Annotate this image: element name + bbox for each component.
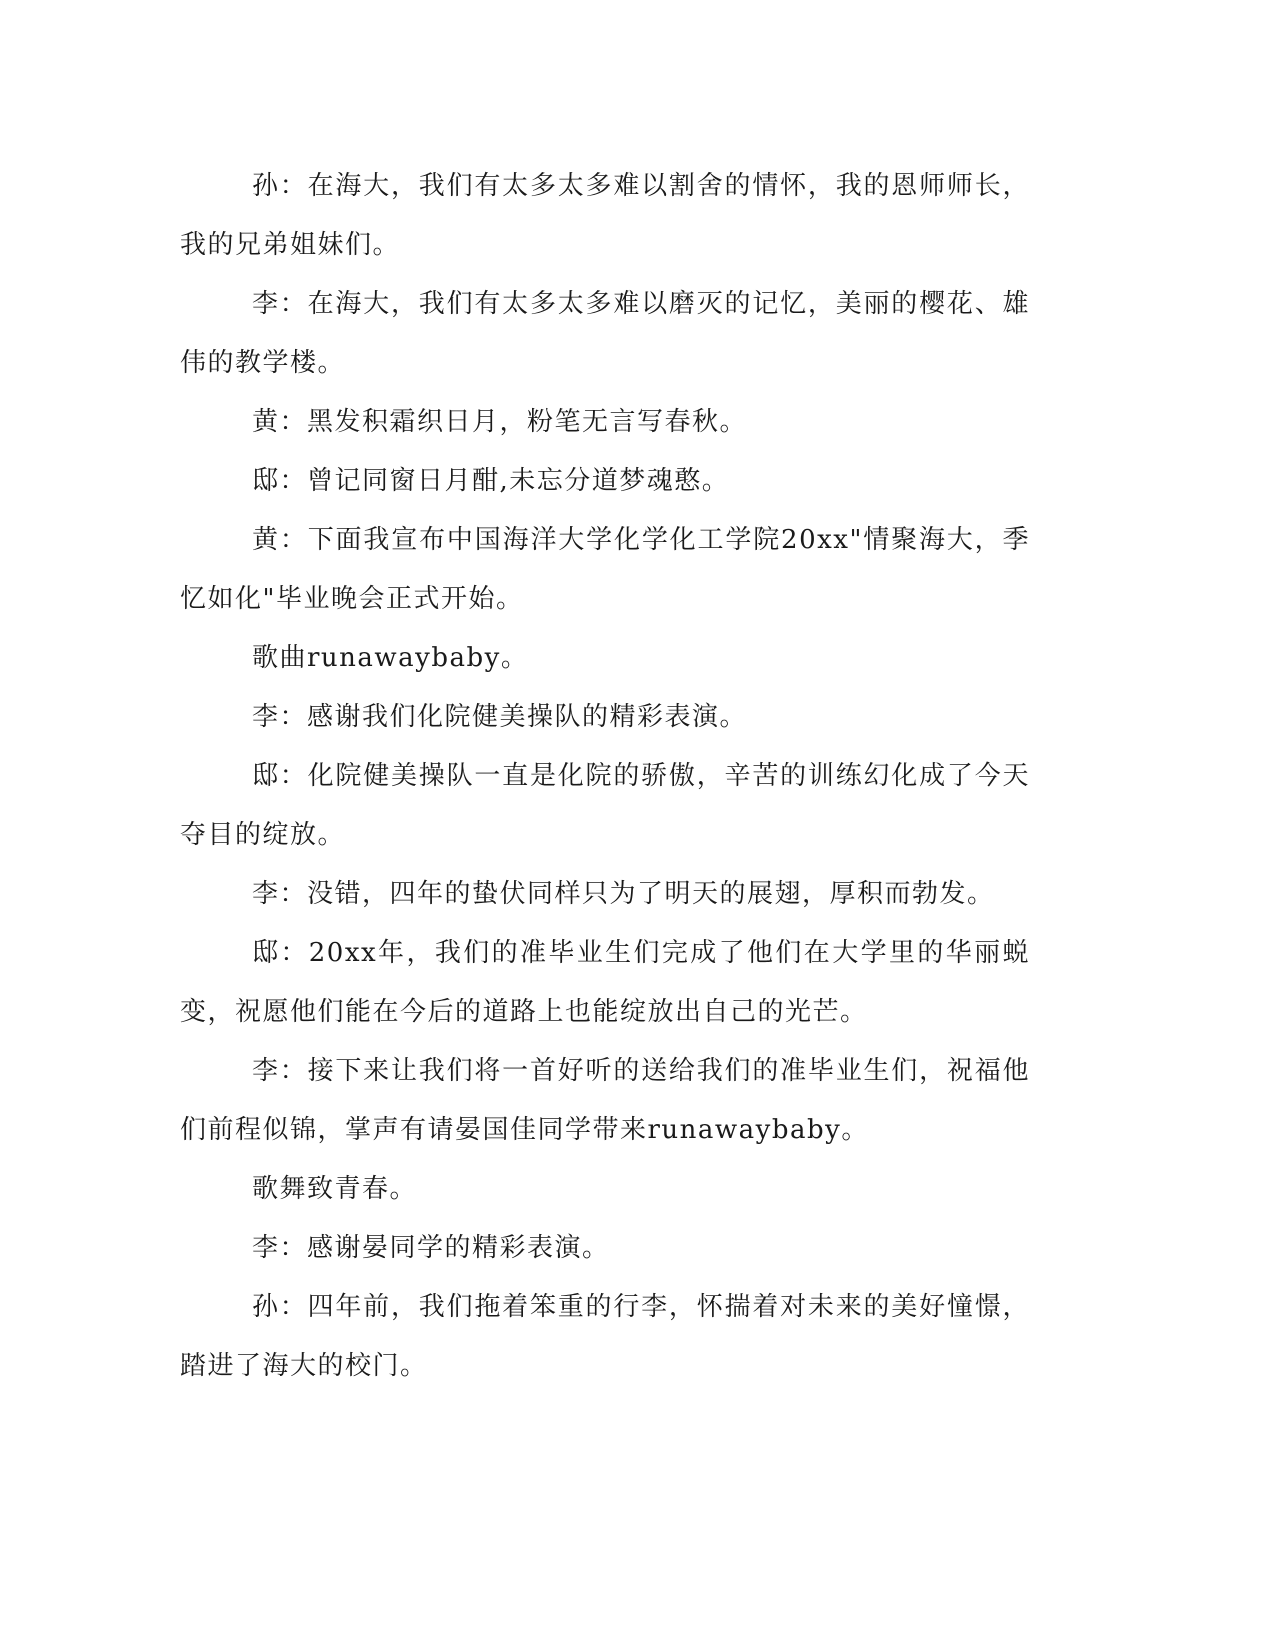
paragraph: 黄：下面我宣布中国海洋大学化学化工学院20xx"情聚海大，季忆如化"毕业晚会正式开始。 xyxy=(180,525,1030,614)
paragraph: 李：在海大，我们有太多太多难以磨灭的记忆，美丽的樱花、雄伟的教学楼。 xyxy=(180,289,1030,378)
paragraph: 李：感谢我们化院健美操队的精彩表演。 xyxy=(252,702,748,732)
paragraph: 李：没错，四年的蛰伏同样只为了明天的展翅，厚积而勃发。 xyxy=(252,879,995,909)
paragraph: 邸：20xx年，我们的准毕业生们完成了他们在大学里的华丽蜕变，祝愿他们能在今后的道路上也能绽放出自己的光芒。 xyxy=(180,938,1030,1027)
paragraph: 黄：黑发积霜织日月，粉笔无言写春秋。 xyxy=(252,407,748,437)
paragraph: 歌曲runawaybaby。 xyxy=(252,643,529,673)
paragraph: 歌舞致青春。 xyxy=(252,1174,418,1204)
paragraph: 李：感谢晏同学的精彩表演。 xyxy=(252,1233,610,1263)
paragraph: 邸：化院健美操队一直是化院的骄傲，辛苦的训练幻化成了今天夺目的绽放。 xyxy=(180,761,1030,850)
paragraph: 孙：在海大，我们有太多太多难以割舍的情怀，我的恩师师长，我的兄弟姐妹们。 xyxy=(180,171,1030,260)
document-body xyxy=(180,157,1030,1396)
paragraph: 孙：四年前，我们拖着笨重的行李，怀揣着对未来的美好憧憬，踏进了海大的校门。 xyxy=(180,1292,1030,1381)
paragraph: 李：接下来让我们将一首好听的送给我们的准毕业生们，祝福他们前程似锦，掌声有请晏国佳同学带来runawaybaby。 xyxy=(180,1056,1030,1145)
paragraph: 邸：曾记同窗日月酣,未忘分道梦魂憨。 xyxy=(252,466,730,496)
